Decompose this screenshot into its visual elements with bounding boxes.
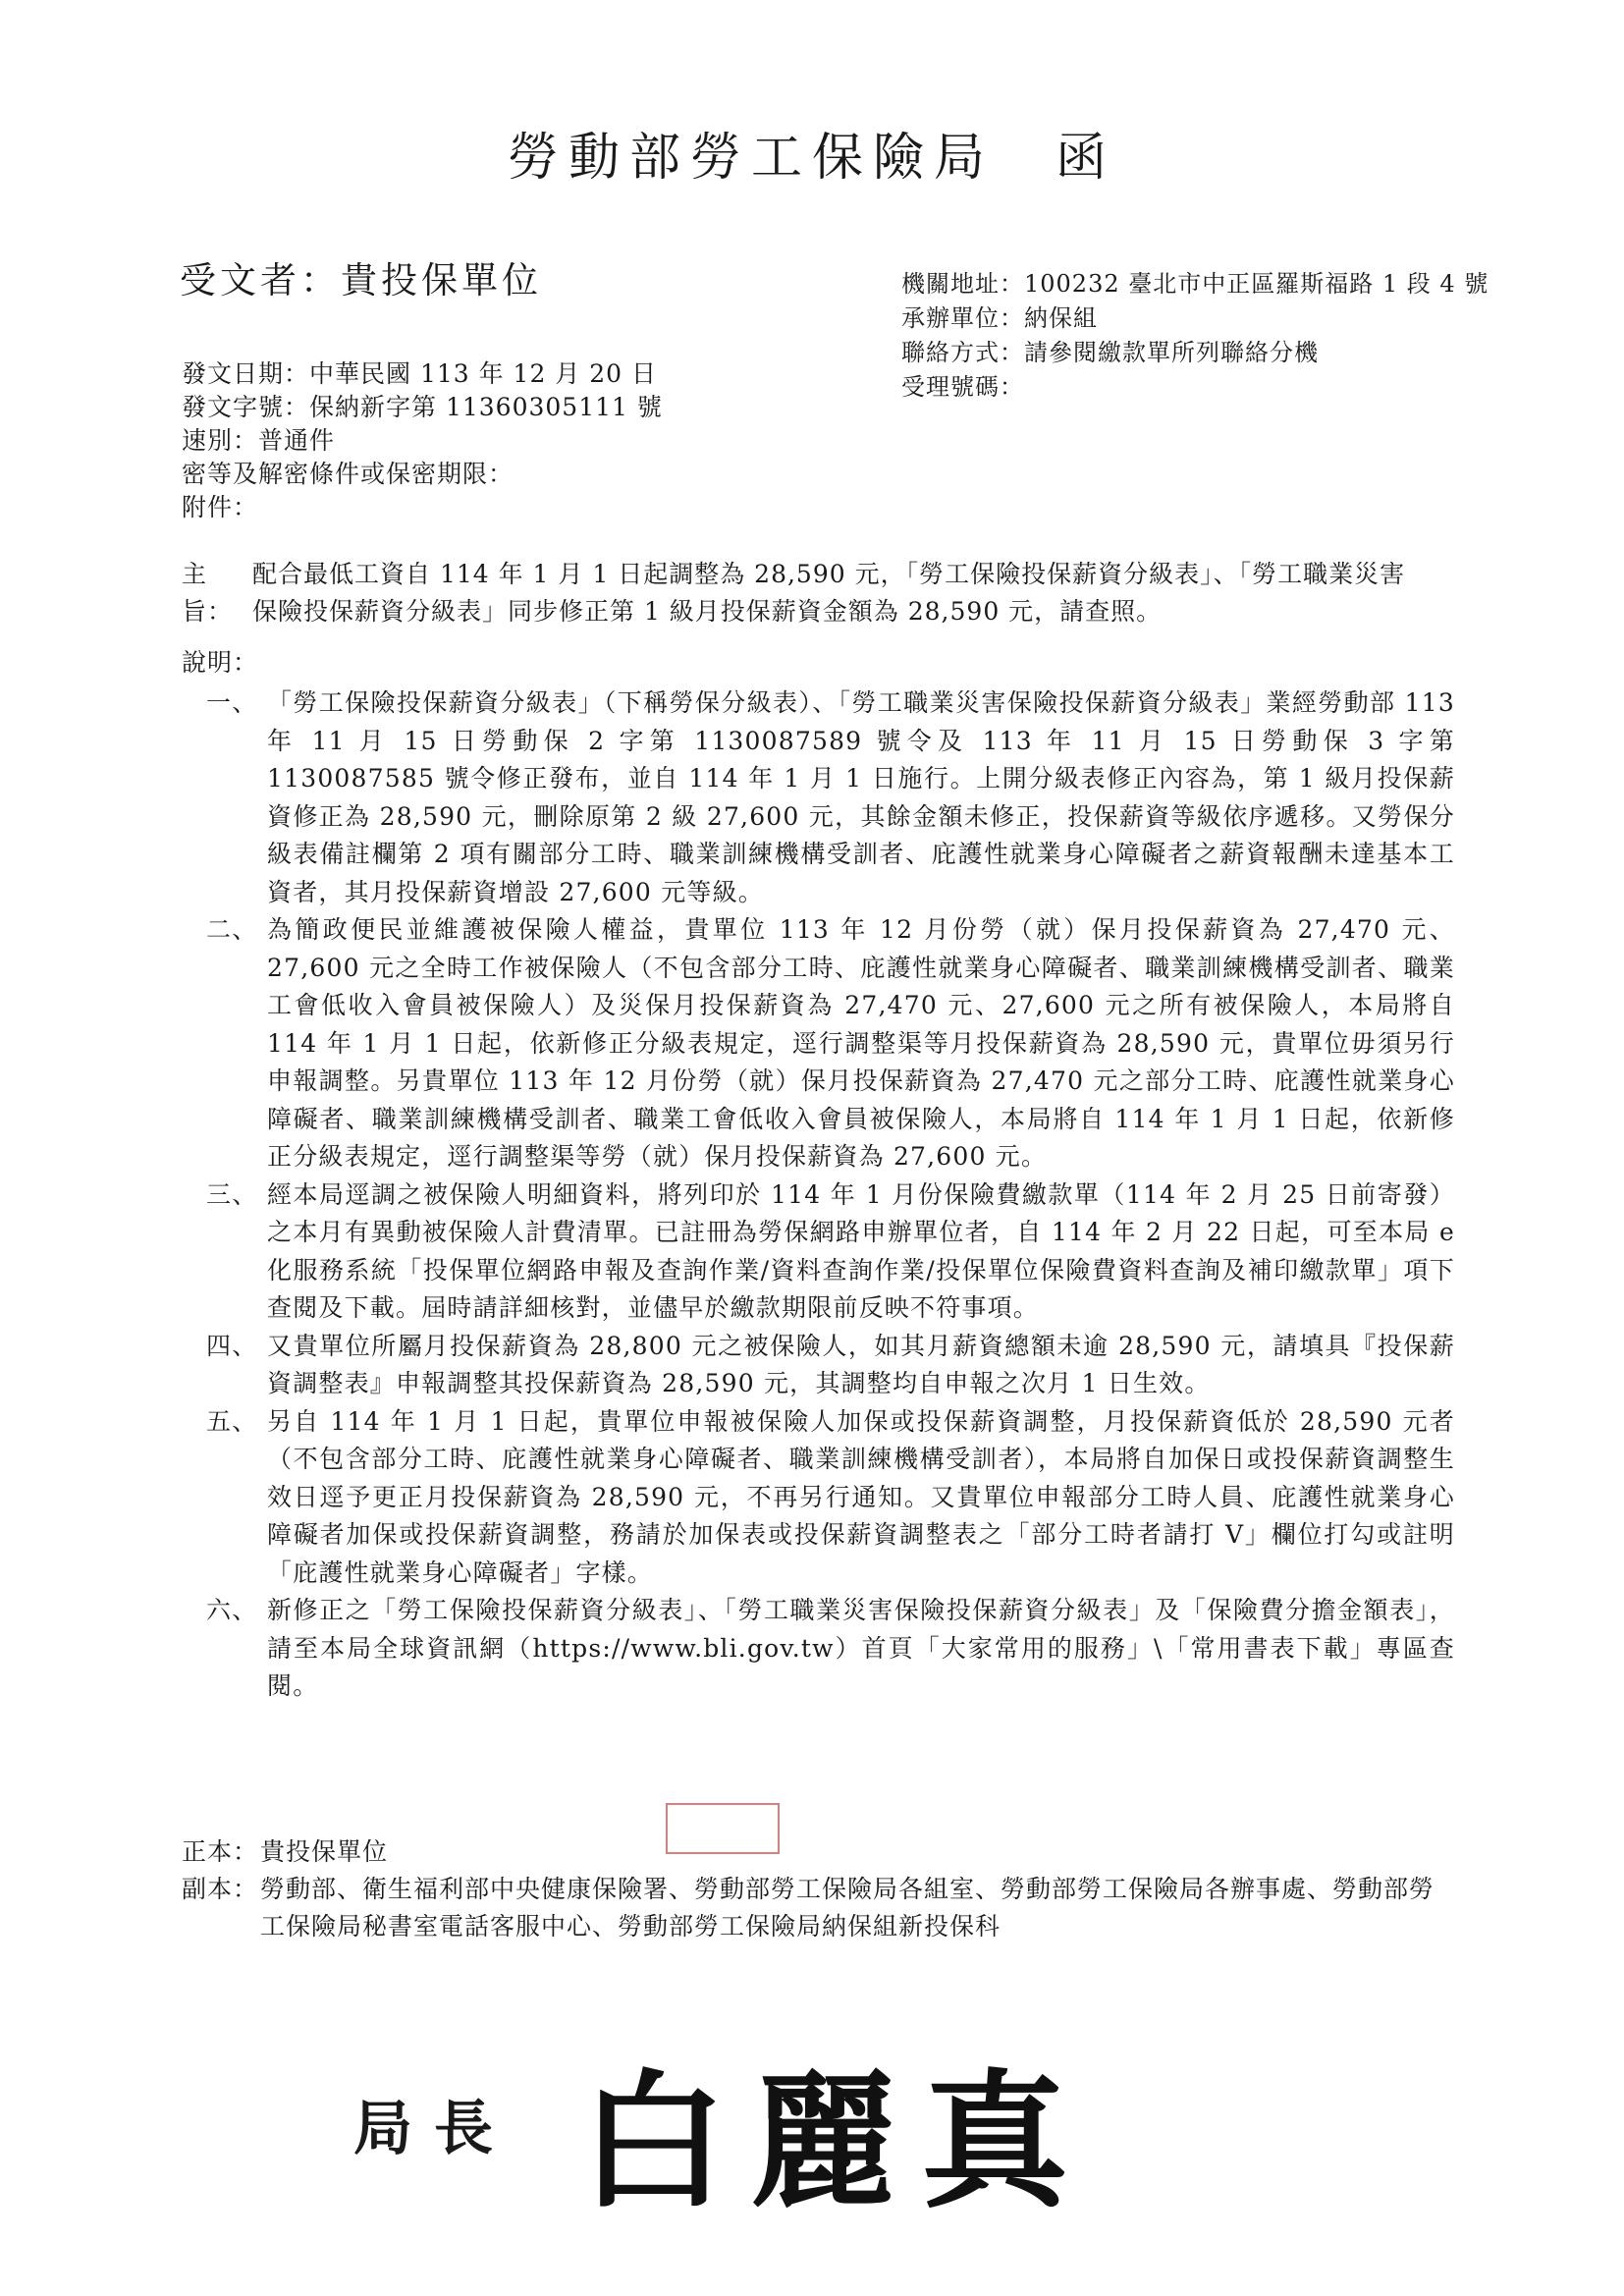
subject-label: 主旨： [182,560,234,626]
signature-name: 白麗真 [579,2055,1093,2228]
carbon-copy [182,1871,1458,1945]
cc-recipients: 勞動部、衛生福利部中央健康保險署、勞動部勞工保險局各組室、勞動部勞工保險局各辦事處、勞動部勞工保險局秘書室電話客服中心、勞動部勞工保險局納保組新投保科 [260,1875,1435,1941]
cc-label: 副本： [182,1875,259,1903]
agency-number: 受理號碼： [901,373,1024,401]
item-number: 四、 [206,1331,258,1360]
explanation-item [206,1592,1455,1706]
secrecy: 密等及解密條件或保密期限： [182,460,514,488]
item-number: 六、 [206,1596,258,1624]
explanation-label: 說明： [182,648,259,677]
item-text: 又貴單位所屬月投保薪資為 28,800 元之被保險人，如其月薪資總額未逾 28,590 元，請填具『投保薪資調整表』申報調整其投保薪資為 28,590 元，其調整均自申報之次月 1 日生效。 [267,1331,1455,1397]
subject [182,556,1438,630]
explanation-item [206,684,1455,911]
subject-text: 配合最低工資自 114 年 1 月 1 日起調整為 28,590 元，「勞工保險投保薪資分級表」、「勞工職業災害保險投保薪資分級表」同步修正第 1 級月投保薪資金額為 28,590 元，請查照。 [252,560,1406,626]
explanation-item [206,911,1455,1176]
copies [182,1833,1458,1945]
issue-date: 發文日期：中華民國 113 年 12 月 20 日 [182,359,658,388]
agency-address: 機關地址：100232 臺北市中正區羅斯福路 1 段 4 號 [901,270,1489,298]
speed: 速別：普通件 [182,426,336,455]
signature-block [353,2013,1139,2228]
attachment: 附件： [182,493,259,521]
signature-title: 局長 [353,2095,514,2163]
explanation-item [206,1328,1455,1403]
item-number: 二、 [206,915,258,944]
item-number: 一、 [206,688,258,717]
agency-unit: 承辦單位：納保組 [901,304,1098,332]
original-copy [182,1833,1458,1871]
explanation-item [206,1176,1455,1328]
item-text: 新修正之「勞工保險投保薪資分級表」、「勞工職業災害保險投保薪資分級表」及「保險費分擔金額表」，請至本局全球資訊網（https://www.bli.gov.tw）首頁「大家常用的服務」\「常用書表下載」專區查閱。 [267,1596,1455,1700]
recipient: 受文者：貴投保單位 [180,259,542,301]
item-number: 三、 [206,1179,258,1209]
agency-info [901,267,1489,405]
document-meta [182,357,663,524]
item-text: 另自 114 年 1 月 1 日起，貴單位申報被保險人加保或投保薪資調整，月投保薪資低於 28,590 元者（不包含部分工時、庇護性就業身心障礙者、職業訓練機構受訓者），本局將自加保日或投保薪資調整生效日逕予更正月投保薪資為 28,590 元，不再另行通知。又貴單位申報部分工時人員、庇護性就業身心障礙者加保或投保薪資調整，務請於加保表或投保薪資調整表之「部分工時者請打 V」欄位打勾或註明「庇護性就業身心障礙者」字樣。 [267,1406,1455,1587]
explanation-item [206,1403,1455,1593]
document-title: 勞動部勞工保險局 函 [507,129,1116,188]
item-text: 「勞工保險投保薪資分級表」（下稱勞保分級表）、「勞工職業災害保險投保薪資分級表」業經勞動部 113 年 11 月 15 日勞動保 2 字第 1130087589 號令及 113 年 11 月 15 日勞動保 3 字第 1130087585 號令修正發布，並自 114 年 1 月 1 日施行。上開分級表修正內容為，第 1 級月投保薪資修正為 28,590 元，刪除原第 2 級 27,600 元，其餘金額未修正，投保薪資等級依序遞移。又勞保分級表備註欄第 2 項有關部分工時、職業訓練機構受訓者、庇護性就業身心障礙者之薪資報酬未達基本工資者，其月投保薪資增設 27,600 元等級。 [267,688,1455,906]
document-ref: 發文字號：保納新字第 11360305111 號 [182,393,663,421]
item-text: 為簡政便民並維護被保險人權益，貴單位 113 年 12 月份勞（就）保月投保薪資為 27,470 元、27,600 元之全時工作被保險人（不包含部分工時、庇護性就業身心障礙者、職業訓練機構受訓者、職業工會低收入會員被保險人）及災保月投保薪資為 27,470 元、27,600 元之所有被保險人，本局將自 114 年 1 月 1 日起，依新修正分級表規定，逕行調整渠等月投保薪資為 28,590 元，貴單位毋須另行申報調整。另貴單位 113 年 12 月份勞（就）保月投保薪資為 27,470 元之部分工時、庇護性就業身心障礙者、職業訓練機構受訓者、職業工會低收入會員被保險人，本局將自 114 年 1 月 1 日起，依新修正分級表規定，逕行調整渠等勞（就）保月投保薪資為 27,600 元。 [267,915,1455,1171]
item-text: 經本局逕調之被保險人明細資料，將列印於 114 年 1 月份保險費繳款單（114 年 2 月 25 日前寄發）之本月有異動被保險人計費清單。已註冊為勞保網路申辦單位者，自 114 年 2 月 22 日起，可至本局 e 化服務系統「投保單位網路申報及查詢作業/資料查詢作業/投保單位保險費資料查詢及補印繳款單」項下查閱及下載。屆時請詳細核對，並儘早於繳款期限前反映不符事項。 [267,1179,1455,1322]
original-label: 正本： [182,1837,259,1866]
agency-contact: 聯絡方式：請參閱繳款單所列聯絡分機 [901,339,1319,366]
explanation-list [206,684,1455,1706]
item-number: 五、 [206,1406,258,1436]
original-recipient: 貴投保單位 [260,1837,389,1866]
